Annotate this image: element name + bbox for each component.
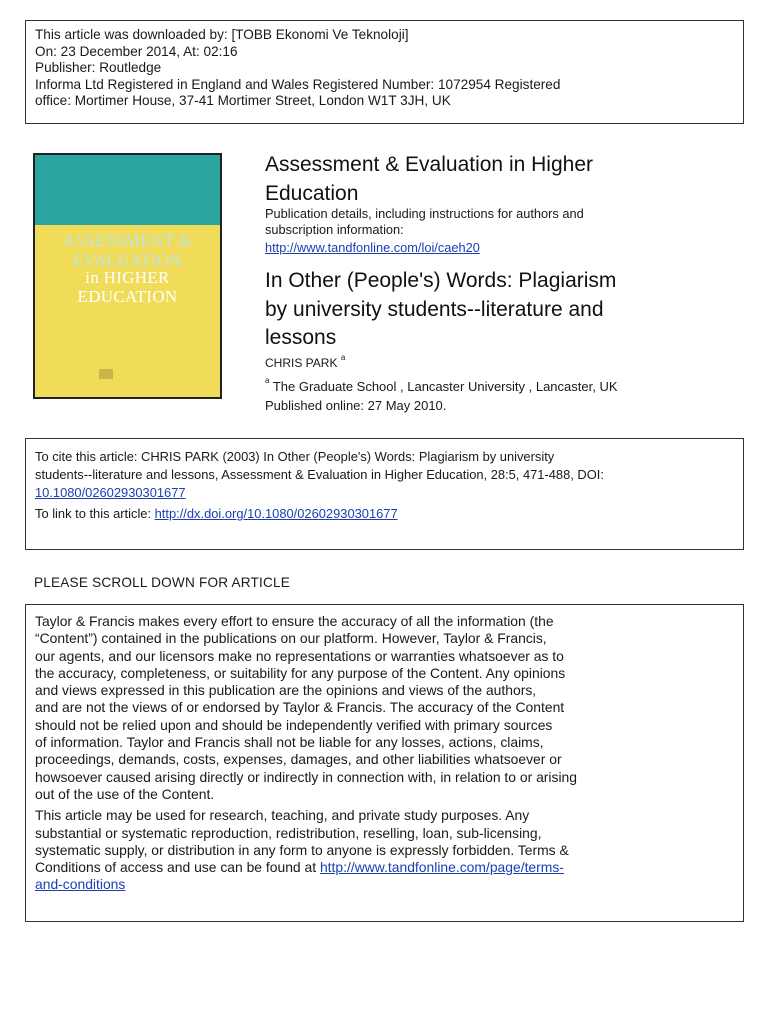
disclaimer-line: the accuracy, completeness, or suitability for any purpose of the Content. Any opinions (35, 664, 566, 681)
article-doi-url-link[interactable]: http://dx.doi.org/10.1080/02602930301677 (154, 506, 398, 522)
disclaimer-line: and are not the views of or endorsed by Taylor & Francis. The accuracy of the Content (35, 699, 565, 716)
author-name (265, 353, 346, 370)
affiliation-superscript: a (265, 376, 270, 385)
cover-title-line: in HIGHER (85, 268, 170, 287)
journal-title-line: Education (265, 182, 359, 205)
citation-box (25, 438, 744, 550)
citation-line: To cite this article: CHRIS PARK (2003) In Other (People's) Words: Plagiarism by university (35, 449, 555, 464)
journal-title-line: Assessment & Evaluation in Higher (265, 153, 593, 176)
publication-details (265, 206, 735, 237)
article-title-line: by university students--literature and (265, 297, 604, 321)
author-text: CHRIS PARK (265, 356, 338, 370)
details-line: Publication details, including instructions for authors and (265, 206, 584, 221)
doi-link[interactable]: 10.1080/02602930301677 (35, 484, 186, 500)
cover-title-line: EVALUATION (72, 251, 183, 270)
cover-title-line: ASSESSMENT & (62, 231, 193, 250)
article-title-line: lessons (265, 326, 337, 349)
publisher-logo-icon (99, 369, 113, 379)
terms-link-continued[interactable]: and-conditions (35, 876, 126, 893)
journal-cover-image (33, 153, 222, 399)
disclaimer-line: and views expressed in this publication are the opinions and views of the authors, (35, 682, 537, 699)
scroll-down-notice: PLEASE SCROLL DOWN FOR ARTICLE (34, 575, 291, 590)
cover-title-line: EDUCATION (77, 287, 178, 306)
journal-title (265, 150, 735, 208)
disclaimer-paragraph (35, 613, 734, 803)
download-line: This article was downloaded by: [TOBB Ekonomi Ve Teknoloji] (35, 27, 409, 42)
disclaimer-line: out of the use of the Content. (35, 785, 215, 802)
license-line (35, 859, 734, 876)
license-line: substantial or systematic reproduction, redistribution, reselling, loan, sub-licensing, (35, 824, 542, 841)
disclaimer-line: should not be relied upon and should be independently verified with primary sources (35, 716, 553, 733)
license-line: This article may be used for research, teaching, and private study purposes. Any (35, 807, 530, 824)
license-paragraph (35, 807, 734, 893)
affiliation-text: The Graduate School , Lancaster University , Lancaster, UK (269, 379, 618, 394)
disclaimer-box (25, 604, 744, 922)
download-line: Publisher: Routledge (35, 60, 162, 76)
license-line: systematic supply, or distribution in any form to anyone is expressly forbidden. Terms & (35, 841, 569, 858)
terms-link[interactable]: http://www.tandfonline.com/page/terms- (319, 859, 564, 876)
published-date: Published online: 27 May 2010. (265, 398, 447, 413)
citation-line: students--literature and lessons, Assessment & Evaluation in Higher Education, 28:5, 471-488, DOI: (35, 466, 604, 482)
author-superscript: a (340, 353, 346, 362)
article-title (265, 267, 735, 353)
article-link-row (35, 505, 734, 523)
disclaimer-line: our agents, and our licensors make no representations or warranties whatsoever as to (35, 647, 564, 664)
article-link-label: To link to this article: (35, 506, 155, 522)
author-affiliation (265, 376, 618, 394)
cover-top-band (35, 155, 220, 225)
download-line: On: 23 December 2014, At: 02:16 (35, 43, 238, 59)
license-line-text: Conditions of access and use can be found at (35, 859, 320, 876)
journal-url-link[interactable]: http://www.tandfonline.com/loi/caeh20 (265, 240, 480, 255)
disclaimer-line: of information. Taylor and Francis shall not be liable for any losses, actions, claims, (35, 734, 544, 751)
download-notice-box (25, 20, 744, 124)
download-line: Informa Ltd Registered in England and Wales Registered Number: 1072954 Registered (35, 76, 561, 92)
disclaimer-line: proceedings, demands, costs, expenses, damages, and other liabilities whatsoever or (35, 751, 562, 768)
details-line: subscription information: (265, 221, 404, 237)
disclaimer-line: howsoever caused arising directly or indirectly in connection with, in relation to or arising (35, 768, 577, 785)
disclaimer-line: Taylor & Francis makes every effort to ensure the accuracy of all the information (the (35, 613, 554, 629)
download-line: office: Mortimer House, 37-41 Mortimer Street, London W1T 3JH, UK (35, 93, 451, 109)
article-title-line: In Other (People's) Words: Plagiarism (265, 269, 617, 292)
disclaimer-line: “Content”) contained in the publications on our platform. However, Taylor & Francis, (35, 630, 547, 647)
